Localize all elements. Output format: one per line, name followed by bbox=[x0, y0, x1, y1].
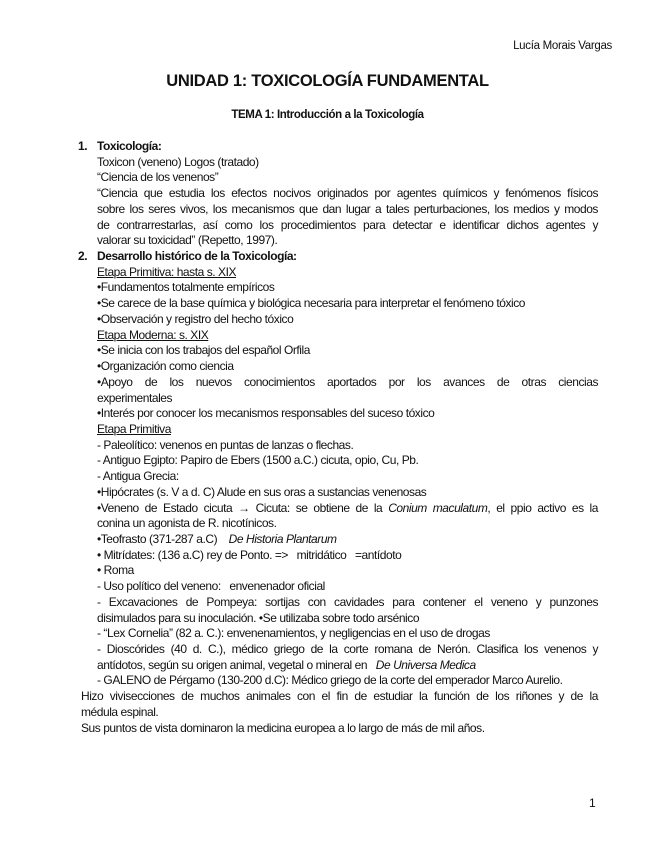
text-line bbox=[97, 515, 598, 531]
text-line bbox=[97, 390, 598, 406]
text-line bbox=[97, 452, 598, 468]
text-segment: - “Lex Cornelia” (82 a. C.): envenenamientos, y negligencias en el uso de drogas bbox=[97, 626, 490, 641]
text-line bbox=[97, 358, 598, 374]
text-segment: antídotos, según su origen animal, vegetal o mineral en bbox=[97, 657, 376, 672]
text-segment: •Observación y registro del hecho tóxico bbox=[97, 311, 294, 326]
italic-text: De Historia Plantarum bbox=[228, 532, 337, 546]
text-line bbox=[97, 342, 598, 358]
text-line bbox=[81, 688, 598, 704]
text-segment: •Interés por conocer los mecanismos responsables del suceso tóxico bbox=[97, 406, 435, 421]
text-segment: experimentales bbox=[97, 390, 173, 405]
document-title: UNIDAD 1: TOXICOLOGÍA FUNDAMENTAL bbox=[166, 72, 489, 90]
text-line bbox=[97, 295, 598, 311]
section-heading bbox=[78, 138, 598, 154]
text-line bbox=[97, 279, 598, 295]
text-line bbox=[97, 374, 598, 390]
text-segment: - GALENO de Pérgamo (130-200 d.C): Médico griego de la corte del emperador Marco Aurelio. bbox=[97, 673, 563, 688]
text-segment: de contrarrestarlas, así como los procedimientos para detectar e identificar dichos agentes y bbox=[97, 217, 598, 232]
text-line bbox=[81, 720, 598, 736]
text-line bbox=[97, 578, 598, 594]
document-subtitle: TEMA 1: Introducción a la Toxicología bbox=[231, 109, 424, 121]
text-segment: • Mitrídates: (136 a.C) rey de Ponto. => mitridático =antídoto bbox=[97, 547, 402, 562]
text-segment: - Dioscórides (40 d. C.), médico griego de la corte romana de Nerón. Clasifica los venenos y bbox=[97, 642, 598, 657]
text-segment: - Antigua Grecia: bbox=[97, 469, 179, 484]
text-segment: •Hipócrates (s. V a d. C) Alude en sus oras a sustancias venenosas bbox=[97, 484, 427, 499]
text-segment: •Organización como ciencia bbox=[97, 359, 234, 374]
text-segment: Desarrollo histórico de la Toxicología: bbox=[97, 249, 297, 264]
text-line bbox=[97, 641, 598, 657]
text-segment: Toxicología: bbox=[97, 139, 162, 153]
text-segment: - Uso político del veneno: envenenador oficial bbox=[97, 579, 325, 594]
text-line bbox=[97, 217, 598, 233]
text-segment: - Excavaciones de Pompeya: sortijas con cavidades para contener el veneno y punzones bbox=[97, 594, 598, 609]
section-heading bbox=[78, 248, 598, 264]
italic-text: Conium maculatum bbox=[388, 500, 488, 515]
header-author: Lucía Morais Vargas bbox=[513, 40, 612, 52]
text-line bbox=[97, 672, 598, 688]
text-segment: Hizo vivisecciones de muchos animales con el fin de estudiar la función de los riñones y de la bbox=[81, 689, 598, 704]
text-segment: , el ppio activo es la bbox=[487, 500, 599, 515]
text-line bbox=[97, 421, 598, 437]
text-line bbox=[97, 547, 598, 563]
text-segment: • Roma bbox=[97, 563, 134, 578]
text-line bbox=[97, 185, 598, 201]
text-segment: •Teofrasto (371-287 a.C) bbox=[97, 532, 229, 546]
text-segment: conina un agonista de R. nicotínicos. bbox=[97, 516, 277, 531]
text-line bbox=[97, 311, 598, 327]
text-segment: valorar su toxicidad” (Repetto, 1997). bbox=[97, 233, 278, 248]
text-segment: médula espinal. bbox=[81, 704, 159, 719]
text-line bbox=[97, 169, 598, 185]
text-line bbox=[97, 232, 598, 248]
text-segment: •Se carece de la base química y biológica necesaria para interpretar el fenómeno tóxico bbox=[97, 296, 525, 311]
text-line bbox=[97, 327, 598, 343]
text-segment: “Ciencia que estudia los efectos nocivos originados por agentes químicos y fenómenos físicos bbox=[97, 186, 598, 201]
text-line bbox=[97, 657, 598, 673]
italic-text: De Universa Medica bbox=[375, 657, 476, 672]
text-segment: - Antiguo Egipto: Papiro de Ebers (1500 a.C.) cicuta, opio, Cu, Pb. bbox=[97, 453, 419, 468]
text-segment: “Ciencia de los venenos” bbox=[97, 170, 219, 185]
text-line bbox=[81, 704, 598, 720]
text-line bbox=[97, 437, 598, 453]
text-segment: Toxicon (veneno) Logos (tratado) bbox=[97, 154, 259, 169]
text-line bbox=[97, 264, 598, 280]
text-line bbox=[97, 468, 598, 484]
text-segment: •Fundamentos totalmente empíricos bbox=[97, 280, 275, 295]
text-segment: •Se inicia con los trabajos del español Orfila bbox=[97, 343, 310, 358]
underlined-heading: Etapa Moderna: s. XIX bbox=[97, 327, 209, 342]
page-number: 1 bbox=[589, 796, 596, 810]
text-segment: Sus puntos de vista dominaron la medicina europea a lo largo de más de mil años. bbox=[81, 720, 485, 735]
text-segment: sobre los seres vivos, los mecanismos que dan lugar a tales perturbaciones, los medios y modos bbox=[97, 201, 598, 216]
text-line bbox=[97, 484, 598, 500]
text-line bbox=[97, 154, 598, 170]
list-number: 2. bbox=[78, 249, 88, 264]
text-segment: disimulados para su inoculación. •Se utilizaba sobre todo arsénico bbox=[97, 610, 420, 625]
text-line bbox=[97, 405, 598, 421]
text-line bbox=[97, 610, 598, 626]
text-line bbox=[97, 201, 598, 217]
list-number: 1. bbox=[78, 139, 88, 153]
underlined-heading: Etapa Primitiva: hasta s. XIX bbox=[97, 264, 237, 279]
underlined-heading: Etapa Primitiva bbox=[97, 421, 171, 436]
text-line bbox=[97, 531, 598, 547]
text-segment: •Apoyo de los nuevos conocimientos aportados por los avances de otras ciencias bbox=[97, 374, 598, 389]
text-segment: - Paleolítico: venenos en puntas de lanzas o flechas. bbox=[97, 437, 354, 452]
text-segment: •Veneno de Estado cicuta → Cicuta: se obtiene de la bbox=[97, 500, 389, 515]
text-line bbox=[97, 500, 598, 516]
text-line bbox=[97, 594, 598, 610]
text-line bbox=[97, 562, 598, 578]
text-line bbox=[97, 625, 598, 641]
